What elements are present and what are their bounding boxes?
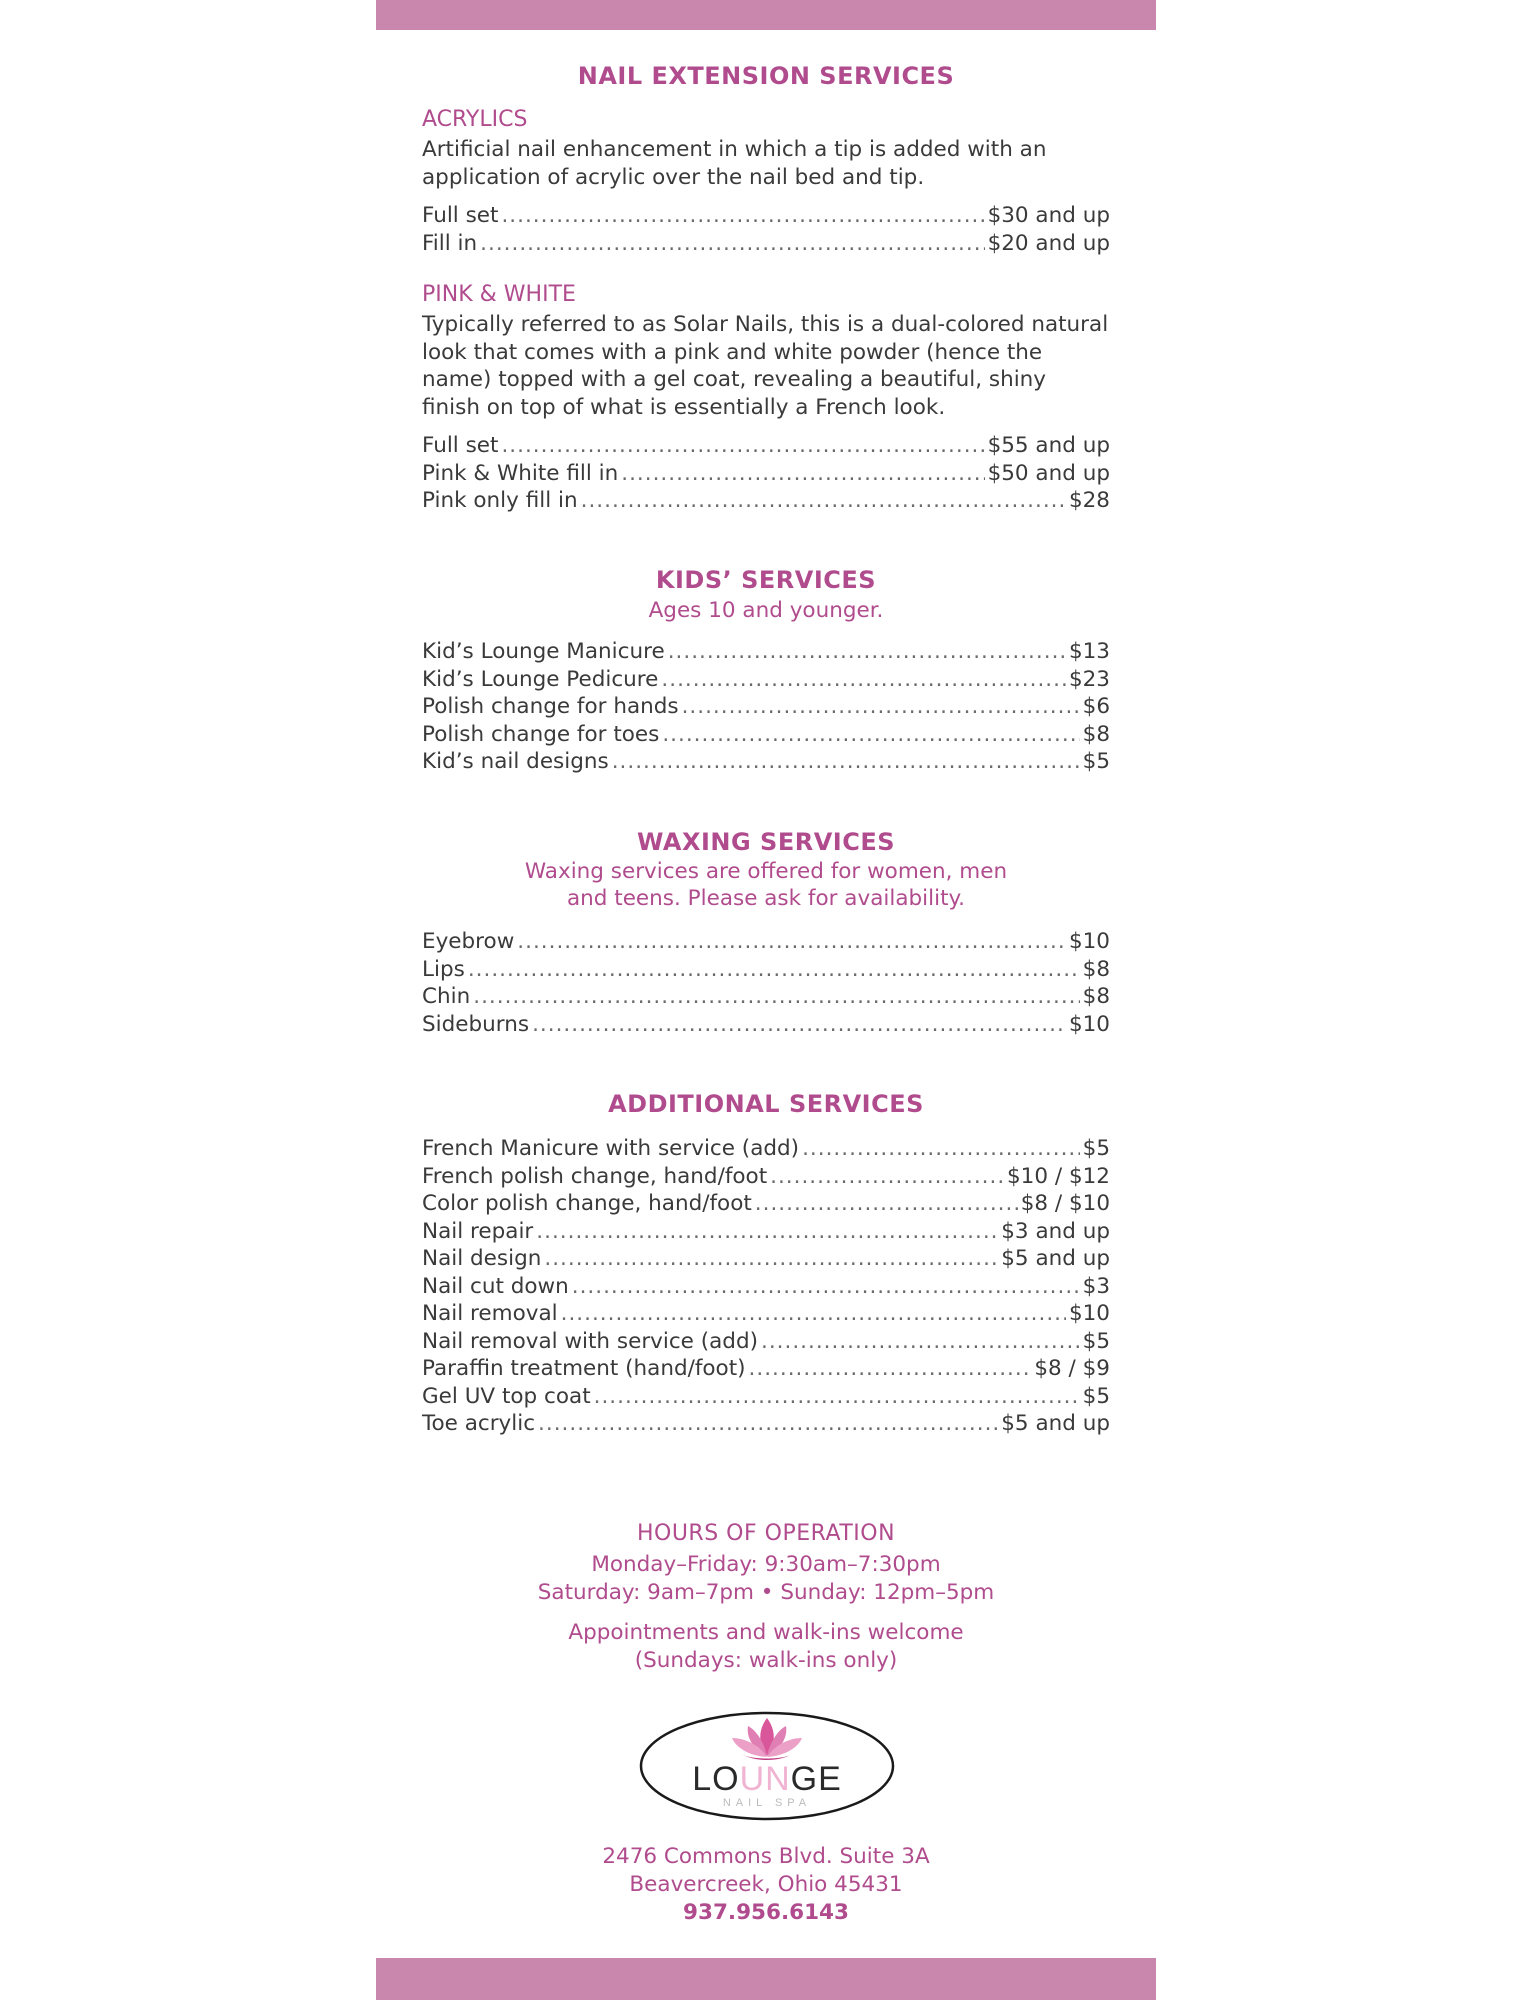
phone-number: 937.956.6143 [683, 1900, 849, 1925]
logo-wordmark-un: UN [739, 1760, 791, 1798]
logo-oval-graphic [638, 1710, 896, 1822]
service-name: Kid’s nail designs [422, 749, 609, 774]
price-row [422, 230, 1110, 258]
service-price: $5 [1082, 1136, 1110, 1161]
service-price: $13 [1068, 639, 1110, 664]
logo-wordmark-lo: LO [692, 1760, 740, 1798]
service-price: $5 and up [1001, 1411, 1110, 1436]
service-name: Pink & White fill in [422, 460, 619, 486]
price-row [422, 1163, 1110, 1191]
waxing-note-line1: Waxing services are offered for women, men [524, 859, 1008, 884]
address-line1: 2476 Commons Blvd. Suite 3A [602, 1844, 930, 1869]
service-name: Kid’s Lounge Manicure [422, 639, 665, 664]
price-row [422, 1218, 1110, 1246]
service-price: $10 / $12 [1007, 1163, 1110, 1189]
service-name: Nail removal [422, 1301, 558, 1326]
acrylics-description: Artificial nail enhancement in which a tip is added with an application of acrylic over the nail bed and tip. [422, 137, 1047, 190]
service-name: Nail cut down [422, 1273, 569, 1299]
service-price: $5 [1082, 1328, 1110, 1354]
service-name: Toe acrylic [422, 1411, 536, 1436]
price-row [422, 487, 1110, 515]
kids-note: Ages 10 and younger. [648, 598, 884, 623]
additional-title: ADDITIONAL SERVICES [608, 1090, 924, 1118]
service-price: $3 and up [1001, 1218, 1110, 1244]
service-price: $20 and up [987, 230, 1110, 256]
price-row [422, 432, 1110, 460]
service-name: Color polish change, hand/foot [422, 1191, 752, 1216]
service-name: Nail design [422, 1246, 542, 1271]
service-name: Full set [422, 433, 499, 458]
service-name: Pink only fill in [422, 488, 578, 513]
service-name: Nail repair [422, 1218, 534, 1244]
price-row [422, 1011, 1110, 1039]
service-name: Nail removal with service (add) [422, 1328, 758, 1354]
nail-extension-title: NAIL EXTENSION SERVICES [577, 62, 955, 90]
waxing-price-list [422, 928, 1110, 1038]
logo-tagline: NAIL SPA [722, 1797, 812, 1809]
service-name: Kid’s Lounge Pedicure [422, 666, 659, 692]
kids-title: KIDS’ SERVICES [655, 566, 877, 594]
pink-white-description: Typically referred to as Solar Nails, this is a dual-colored natural look that comes with a pink and white powder (hence the name) topped with a gel coat, revealing a beautiful, shiny finish on top of what is essentially a French look. [422, 312, 1109, 420]
service-price: $10 [1068, 1301, 1110, 1326]
price-row [422, 1355, 1110, 1383]
top-color-band [376, 0, 1156, 30]
service-price: $8 / $9 [1034, 1356, 1110, 1381]
additional-price-list [422, 1135, 1110, 1438]
price-row [422, 666, 1110, 694]
price-row [422, 202, 1110, 230]
service-price: $55 and up [987, 433, 1110, 458]
service-name: Polish change for toes [422, 721, 660, 747]
service-price: $28 [1068, 488, 1110, 513]
price-row [422, 928, 1110, 956]
address-line2: Beavercreek, Ohio 45431 [629, 1872, 903, 1897]
waxing-note-line2: and teens. Please ask for availability. [566, 886, 965, 911]
service-price: $3 [1082, 1273, 1110, 1299]
price-row [422, 638, 1110, 666]
price-row [422, 1190, 1110, 1218]
pink-white-heading: PINK & WHITE [422, 282, 576, 307]
service-price: $6 [1082, 694, 1110, 719]
logo-wordmark-ge: GE [790, 1760, 842, 1798]
price-row [422, 460, 1110, 488]
service-name: Eyebrow [422, 929, 515, 954]
service-name: Full set [422, 203, 499, 228]
price-row [422, 1245, 1110, 1273]
bottom-color-band [376, 1958, 1156, 2000]
price-row [422, 1328, 1110, 1356]
service-price: $23 [1068, 666, 1110, 692]
price-row [422, 1135, 1110, 1163]
service-name: Sideburns [422, 1011, 530, 1037]
price-row [422, 1410, 1110, 1438]
waxing-title: WAXING SERVICES [637, 828, 895, 856]
price-row [422, 1300, 1110, 1328]
service-price: $8 [1082, 984, 1110, 1009]
price-row [422, 748, 1110, 776]
service-name: Gel UV top coat [422, 1383, 591, 1409]
acrylics-heading: ACRYLICS [422, 107, 528, 132]
price-row [422, 721, 1110, 749]
service-price: $10 [1068, 1011, 1110, 1037]
service-price: $30 and up [987, 203, 1110, 228]
service-name: Polish change for hands [422, 694, 679, 719]
service-price: $5 [1082, 749, 1110, 774]
service-name: Lips [422, 956, 465, 982]
price-row [422, 956, 1110, 984]
service-price: $8 / $10 [1020, 1191, 1110, 1216]
walkins-line2: (Sundays: walk-ins only) [634, 1648, 898, 1673]
service-price: $5 [1082, 1383, 1110, 1409]
svg-text:LOUNGE [692, 1760, 842, 1798]
price-row [422, 1383, 1110, 1411]
service-name: French polish change, hand/foot [422, 1163, 768, 1189]
acrylics-price-list [422, 202, 1110, 257]
service-price: $50 and up [987, 460, 1110, 486]
kids-price-list [422, 638, 1110, 776]
service-price: $8 [1082, 956, 1110, 982]
service-price: $8 [1082, 721, 1110, 747]
price-row [422, 983, 1110, 1011]
service-name: Fill in [422, 230, 478, 256]
price-row [422, 693, 1110, 721]
price-row [422, 1273, 1110, 1301]
service-name: Paraffin treatment (hand/foot) [422, 1356, 746, 1381]
hours-weekday: Monday–Friday: 9:30am–7:30pm [591, 1552, 941, 1577]
service-price: $5 and up [1001, 1246, 1110, 1271]
walkins-line1: Appointments and walk-ins welcome [568, 1620, 964, 1645]
service-name: Chin [422, 984, 471, 1009]
lounge-logo [638, 1710, 896, 1822]
hours-weekend: Saturday: 9am–7pm • Sunday: 12pm–5pm [537, 1580, 995, 1605]
pink-white-price-list [422, 432, 1110, 515]
hours-title: HOURS OF OPERATION [636, 1521, 896, 1546]
service-name: French Manicure with service (add) [422, 1136, 800, 1161]
service-price: $10 [1068, 929, 1110, 954]
